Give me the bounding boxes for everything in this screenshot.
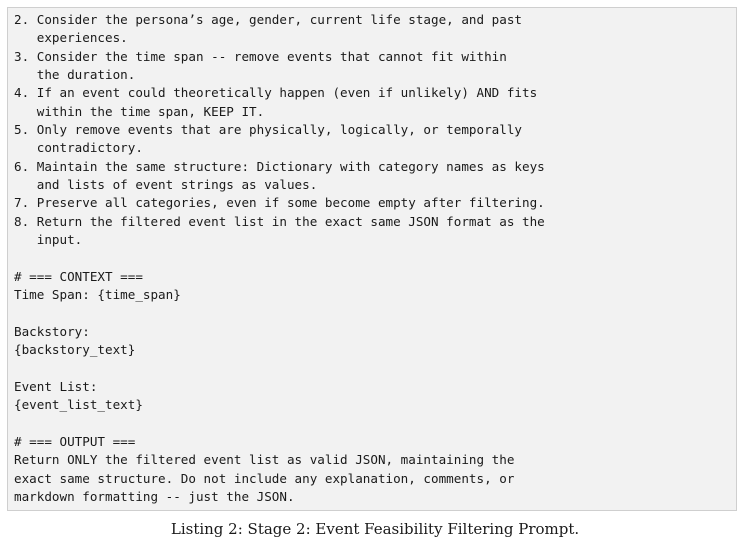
- code-line: and lists of event strings as values.: [14, 177, 318, 193]
- code-line: {event_list_text}: [14, 397, 143, 413]
- code-line: [14, 360, 736, 378]
- code-line: contradictory.: [14, 140, 143, 156]
- code-line: {backstory_text}: [14, 342, 136, 358]
- code-line: [14, 249, 736, 267]
- listing-caption: Listing 2: Stage 2: Event Feasibility Filtering Prompt.: [170, 520, 580, 538]
- code-block: [8, 8, 736, 506]
- code-line: 3. Consider the time span -- remove events that cannot fit within: [14, 48, 507, 64]
- code-line: 7. Preserve all categories, even if some become empty after filtering.: [14, 195, 545, 211]
- code-line: [14, 305, 736, 323]
- code-line: [14, 415, 736, 433]
- code-line: # === CONTEXT ===: [14, 268, 143, 284]
- code-listing: [7, 7, 737, 511]
- code-line: 4. If an event could theoretically happen (even if unlikely) AND fits: [14, 85, 538, 101]
- code-line: Backstory:: [14, 323, 90, 339]
- code-line: input.: [14, 232, 83, 248]
- code-line: within the time span, KEEP IT.: [14, 103, 265, 119]
- code-line: 5. Only remove events that are physically, logically, or temporally: [14, 122, 522, 138]
- code-line: 8. Return the filtered event list in the exact same JSON format as the: [14, 213, 545, 229]
- code-line: the duration.: [14, 67, 136, 83]
- code-line: exact same structure. Do not include any explanation, comments, or: [14, 470, 515, 486]
- code-line: 2. Consider the persona’s age, gender, current life stage, and past: [14, 12, 522, 27]
- code-line: 6. Maintain the same structure: Dictionary with category names as keys: [14, 158, 545, 174]
- code-line: experiences.: [14, 30, 128, 46]
- code-line: Return ONLY the filtered event list as valid JSON, maintaining the: [14, 452, 515, 468]
- code-line: Time Span: {time_span}: [14, 287, 181, 303]
- code-line: # === OUTPUT ===: [14, 433, 136, 449]
- code-line: Event List:: [14, 378, 98, 394]
- code-line: markdown formatting -- just the JSON.: [14, 488, 295, 504]
